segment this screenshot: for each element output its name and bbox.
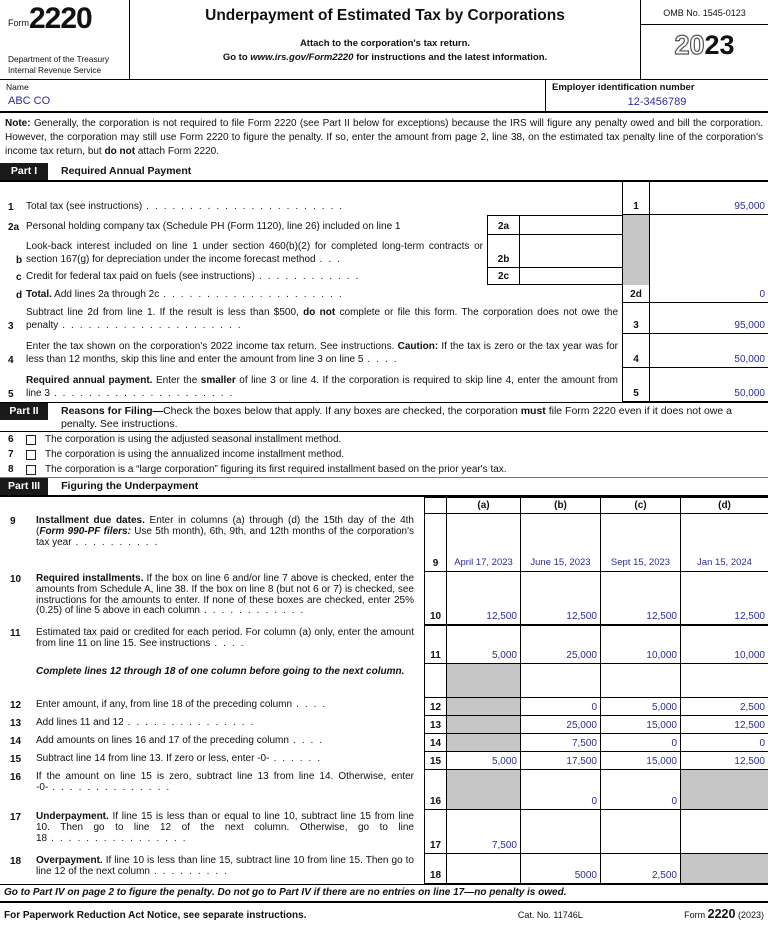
line11-desc: Estimated tax paid or credited for each period. For column (a) only, enter the amount from line 11 on line 15. See instructions .... xyxy=(36,627,414,649)
line14-box-label: 14 xyxy=(424,734,446,752)
line3-row xyxy=(0,303,768,334)
line14-number: 14 xyxy=(10,736,22,747)
line5-desc: Required annual payment. Enter the smaller of line 3 or line 4. If the corporation is required to skip line 4, enter the amount from line 3 ..................... xyxy=(26,375,618,399)
year-suffix: 23 xyxy=(704,30,735,60)
line15-number: 15 xyxy=(10,754,22,765)
line10-col-c-input[interactable]: 12,500 xyxy=(600,572,680,626)
col-b-header: (b) xyxy=(520,497,600,514)
line10-col-a-input[interactable]: 12,500 xyxy=(446,572,520,626)
ein-label: Employer identification number xyxy=(552,82,695,93)
line2a-desc: Personal holding company tax (Schedule PH (Form 1120), line 26) included on line 1 xyxy=(26,220,401,232)
column-header-row xyxy=(0,497,768,514)
line17-row xyxy=(0,810,768,854)
line2d-number: d xyxy=(16,290,23,301)
line6-text: The corporation is using the adjusted seasonal installment method. xyxy=(45,434,342,445)
line17-desc: Underpayment. If line 15 is less than or equal to line 10, subtract line 15 from line 10. Then go to line 12 of the next column. Otherwise, go to line 18 ................ xyxy=(36,811,414,844)
line17-box-label: 17 xyxy=(424,810,446,854)
tax-year xyxy=(641,25,768,60)
line12-col-a-shaded xyxy=(446,698,520,716)
goto-instruction: Go to www.irs.gov/Form2220 for instructions and the latest information. xyxy=(222,52,548,63)
form-word: Form xyxy=(8,18,29,28)
line10-box-label: 10 xyxy=(424,572,446,626)
line16-col-c-input[interactable]: 0 xyxy=(600,770,680,810)
agency-line1: Department of the Treasury xyxy=(8,54,109,64)
line5-box-label: 5 xyxy=(622,368,650,402)
line14-col-b-input[interactable]: 7,500 xyxy=(520,734,600,752)
line10-col-d-input[interactable]: 12,500 xyxy=(680,572,768,626)
line18-number: 18 xyxy=(10,856,22,867)
omb-year-block xyxy=(641,0,768,79)
line17-col-a-input[interactable]: 7,500 xyxy=(446,810,520,854)
general-note: Note: Generally, the corporation is not required to file Form 2220 (see Part II below for exceptions) because the IRS will figure any penalty owed and bill the corporation. However, the corporation may still use Form 2220 to figure the penalty. If so, enter the amount from page 2, line 38, on the estimated tax penalty line of the corporation's income tax return, but do not attach Form 2220. xyxy=(5,118,763,157)
line17-number: 17 xyxy=(10,812,22,823)
line3-amount-input[interactable]: 95,000 xyxy=(650,303,768,334)
complete-columns-note-row xyxy=(0,664,768,698)
line9-col-b-input[interactable]: June 15, 2023 xyxy=(520,514,600,572)
line2d-box-label: 2d xyxy=(622,285,650,303)
goto-part4-note: Go to Part IV on page 2 to figure the penalty. Do not go to Part IV if there are no entries on line 17—no penalty is owed. xyxy=(0,884,768,903)
line9-row xyxy=(0,514,768,572)
part1-title: Required Annual Payment xyxy=(61,165,192,177)
line11-col-c-input[interactable]: 10,000 xyxy=(600,626,680,664)
line18-desc: Overpayment. If line 10 is less than line 15, subtract line 10 from line 15. Then go to line 12 of the next column ......... xyxy=(36,855,414,877)
line16-col-b-input[interactable]: 0 xyxy=(520,770,600,810)
line5-amount-input[interactable]: 50,000 xyxy=(650,368,768,402)
line4-row xyxy=(0,334,768,368)
line7-text: The corporation is using the annualized income installment method. xyxy=(45,449,345,460)
line13-col-d-input[interactable]: 12,500 xyxy=(680,716,768,734)
line2c-number: c xyxy=(16,272,22,283)
line10-col-b-input[interactable]: 12,500 xyxy=(520,572,600,626)
col-d-header: (d) xyxy=(680,497,768,514)
line11-col-d-input[interactable]: 10,000 xyxy=(680,626,768,664)
line15-col-d-input[interactable]: 12,500 xyxy=(680,752,768,770)
agency-line2: Internal Revenue Service xyxy=(8,64,102,75)
line12-number: 12 xyxy=(10,700,22,711)
form-number-block xyxy=(0,0,130,79)
name-ein-row xyxy=(0,80,768,113)
line8-row xyxy=(0,462,768,477)
line11-col-b-input[interactable]: 25,000 xyxy=(520,626,600,664)
line2b-box-label: 2b xyxy=(487,235,520,268)
line2d-row xyxy=(0,285,768,303)
line15-col-c-input[interactable]: 15,000 xyxy=(600,752,680,770)
line2b-number: b xyxy=(16,255,23,266)
form-footer-reference: Form 2220 (2023) xyxy=(684,907,764,921)
line15-desc: Subtract line 14 from line 13. If zero or less, enter -0- ...... xyxy=(36,753,327,764)
name-input[interactable]: ABC CO xyxy=(8,95,51,107)
line11-box-label: 11 xyxy=(424,626,446,664)
line4-desc: Enter the tax shown on the corporation's 2022 income tax return. See instructions. Caution: If the tax is zero or the tax year was for less than 12 months, skip this line and enter the amount from line 3 on line 5 .... xyxy=(26,341,618,365)
line9-col-d-input[interactable]: Jan 15, 2024 xyxy=(680,514,768,572)
line8-number: 8 xyxy=(8,464,14,475)
line12-row xyxy=(0,698,768,716)
line1-row xyxy=(0,182,768,215)
line9-number: 9 xyxy=(10,516,16,527)
form-title: Underpayment of Estimated Tax by Corporations xyxy=(205,7,565,24)
line1-amount-input[interactable]: 95,000 xyxy=(650,182,768,215)
complete-columns-note: Complete lines 12 through 18 of one column before going to the next column. xyxy=(36,666,405,677)
line2c-box-label: 2c xyxy=(487,268,520,285)
name-cell xyxy=(0,80,545,111)
line11-col-a-input[interactable]: 5,000 xyxy=(446,626,520,664)
line2a-number: 2a xyxy=(8,222,20,233)
line16-col-a-shaded xyxy=(446,770,520,810)
part3-label: Part III xyxy=(0,478,48,495)
line7-number: 7 xyxy=(8,449,14,460)
line14-desc: Add amounts on lines 16 and 17 of the preceding column .... xyxy=(36,735,329,746)
line1-desc: Total tax (see instructions) ....................... xyxy=(26,200,349,212)
ein-input[interactable]: 12-3456789 xyxy=(627,96,687,108)
line10-number: 10 xyxy=(10,574,22,585)
line15-row xyxy=(0,752,768,770)
line1-number: 1 xyxy=(8,202,14,213)
line8-checkbox[interactable] xyxy=(26,465,36,475)
line2c-amount-input[interactable] xyxy=(520,268,622,285)
line2c-row xyxy=(0,268,768,285)
line6-row xyxy=(0,432,768,447)
line3-number: 3 xyxy=(8,321,14,332)
line10-desc: Required installments. If the box on line 6 and/or line 7 above is checked, enter the amounts from Schedule A, line 38. If the box on line 8 (but not 6 or 7) is checked, see instructions for the amounts to enter. If none of these boxes are checked, enter 25% (0.25) of line 5 above in each column ............ xyxy=(36,573,415,617)
line7-row xyxy=(0,447,768,462)
title-block xyxy=(130,0,641,79)
line13-col-a-shaded xyxy=(446,716,520,734)
attach-instruction: Attach to the corporation's tax return. xyxy=(299,38,471,49)
name-label: Name xyxy=(6,82,29,92)
line12-col-d-input[interactable]: 2,500 xyxy=(680,698,768,716)
line16-desc: If the amount on line 15 is zero, subtract line 13 from line 14. Otherwise, enter -0- .............. xyxy=(36,771,414,793)
line9-desc: Installment due dates. Enter in columns (a) through (d) the 15th day of the 4th (Form 990-PF filers: Use 5th month), 6th, 9th, and 12th months of the corporation's tax year .......... xyxy=(36,515,414,548)
line16-row xyxy=(0,770,768,810)
line4-number: 4 xyxy=(8,355,14,366)
shaded-area-2abc xyxy=(622,215,650,285)
line2d-desc: Total. Add lines 2a through 2c ..................... xyxy=(26,288,348,300)
line10-row xyxy=(0,572,768,626)
form-header xyxy=(0,0,768,80)
line2a-row xyxy=(0,215,768,235)
line3-desc: Subtract line 2d from line 1. If the result is less than $500, do not complete or file this form. The corporation does not owe the penalty ..................... xyxy=(26,307,619,331)
line2d-amount-input[interactable]: 0 xyxy=(650,285,768,303)
line13-box-label: 13 xyxy=(424,716,446,734)
part2-label: Part II xyxy=(0,403,48,420)
line18-col-a-input[interactable] xyxy=(446,854,520,884)
line16-col-d-shaded xyxy=(680,770,768,810)
line2b-desc: Look-back interest included on line 1 under section 460(b)(2) for completed long-term contracts or section 167(g) for depreciation under the income forecast method ... xyxy=(26,241,483,265)
line15-col-a-input[interactable]: 5,000 xyxy=(446,752,520,770)
line18-col-d-shaded xyxy=(680,854,768,884)
page-footer xyxy=(0,903,768,921)
line2-group xyxy=(0,215,768,285)
col-a-header: (a) xyxy=(446,497,520,514)
note-col-a-shaded xyxy=(446,664,520,698)
line9-col-a-input[interactable]: April 17, 2023 xyxy=(446,514,520,572)
ein-cell xyxy=(545,80,768,111)
line2c-desc: Credit for federal tax paid on fuels (see instructions) ............ xyxy=(26,270,365,282)
part3-title: Figuring the Underpayment xyxy=(61,480,199,492)
part3-header-bar xyxy=(0,478,768,497)
line2a-box-label: 2a xyxy=(487,215,520,235)
line11-row xyxy=(0,626,768,664)
part3-table xyxy=(0,497,768,884)
form-number: 2220 xyxy=(29,2,92,35)
line5-row xyxy=(0,368,768,402)
line2b-amount-input[interactable] xyxy=(520,235,622,268)
line11-number: 11 xyxy=(10,628,21,639)
line12-box-label: 12 xyxy=(424,698,446,716)
catalog-number: Cat. No. 11746L xyxy=(517,910,583,920)
part2-section xyxy=(0,432,768,478)
part2-header-bar xyxy=(0,403,768,432)
line8-text: The corporation is a “large corporation” figuring its first required installment based on the prior year's tax. xyxy=(45,464,507,475)
line15-col-b-input[interactable]: 17,500 xyxy=(520,752,600,770)
line17-col-c-input[interactable] xyxy=(600,810,680,854)
line18-row xyxy=(0,854,768,884)
line2a-amount-input[interactable] xyxy=(520,215,622,235)
line13-desc: Add lines 11 and 12 ............... xyxy=(36,717,260,728)
part2-title: Reasons for Filing—Check the boxes below that apply. If any boxes are checked, the corporation must file Form 2220 even if it does not owe a penalty. See instructions. xyxy=(61,405,732,430)
line4-amount-input[interactable]: 50,000 xyxy=(650,334,768,368)
line13-row xyxy=(0,716,768,734)
line6-checkbox[interactable] xyxy=(26,435,36,445)
part1-label: Part I xyxy=(0,163,48,180)
line1-box-label: 1 xyxy=(622,182,650,215)
line12-col-c-input[interactable]: 5,000 xyxy=(600,698,680,716)
line17-col-d-input[interactable] xyxy=(680,810,768,854)
line14-col-c-input[interactable]: 0 xyxy=(600,734,680,752)
line15-box-label: 15 xyxy=(424,752,446,770)
line14-col-d-input[interactable]: 0 xyxy=(680,734,768,752)
line7-checkbox[interactable] xyxy=(26,450,36,460)
line13-number: 13 xyxy=(10,718,22,729)
omb-number: OMB No. 1545-0123 xyxy=(641,0,768,25)
line12-col-b-input[interactable]: 0 xyxy=(520,698,600,716)
line14-col-a-shaded xyxy=(446,734,520,752)
line5-number: 5 xyxy=(8,389,14,400)
line13-col-b-input[interactable]: 25,000 xyxy=(520,716,600,734)
line18-box-label: 18 xyxy=(424,854,446,884)
part1-section xyxy=(0,182,768,403)
col-c-header: (c) xyxy=(600,497,680,514)
line18-col-b-input[interactable]: 5000 xyxy=(520,854,600,884)
paperwork-notice: For Paperwork Reduction Act Notice, see separate instructions. xyxy=(4,910,307,921)
year-prefix: 20 xyxy=(674,30,705,60)
line13-col-c-input[interactable]: 15,000 xyxy=(600,716,680,734)
line16-box-label: 16 xyxy=(424,770,446,810)
line6-number: 6 xyxy=(8,434,14,445)
line14-row xyxy=(0,734,768,752)
line4-box-label: 4 xyxy=(622,334,650,368)
line3-box-label: 3 xyxy=(622,303,650,334)
part1-header-bar xyxy=(0,163,768,182)
line18-col-c-input[interactable]: 2,500 xyxy=(600,854,680,884)
line9-col-c-input[interactable]: Sept 15, 2023 xyxy=(600,514,680,572)
line9-box-label: 9 xyxy=(424,514,446,572)
line2b-row xyxy=(0,235,768,268)
line12-desc: Enter amount, if any, from line 18 of the preceding column .... xyxy=(36,699,332,710)
line17-col-b-input[interactable] xyxy=(520,810,600,854)
line16-number: 16 xyxy=(10,772,22,783)
